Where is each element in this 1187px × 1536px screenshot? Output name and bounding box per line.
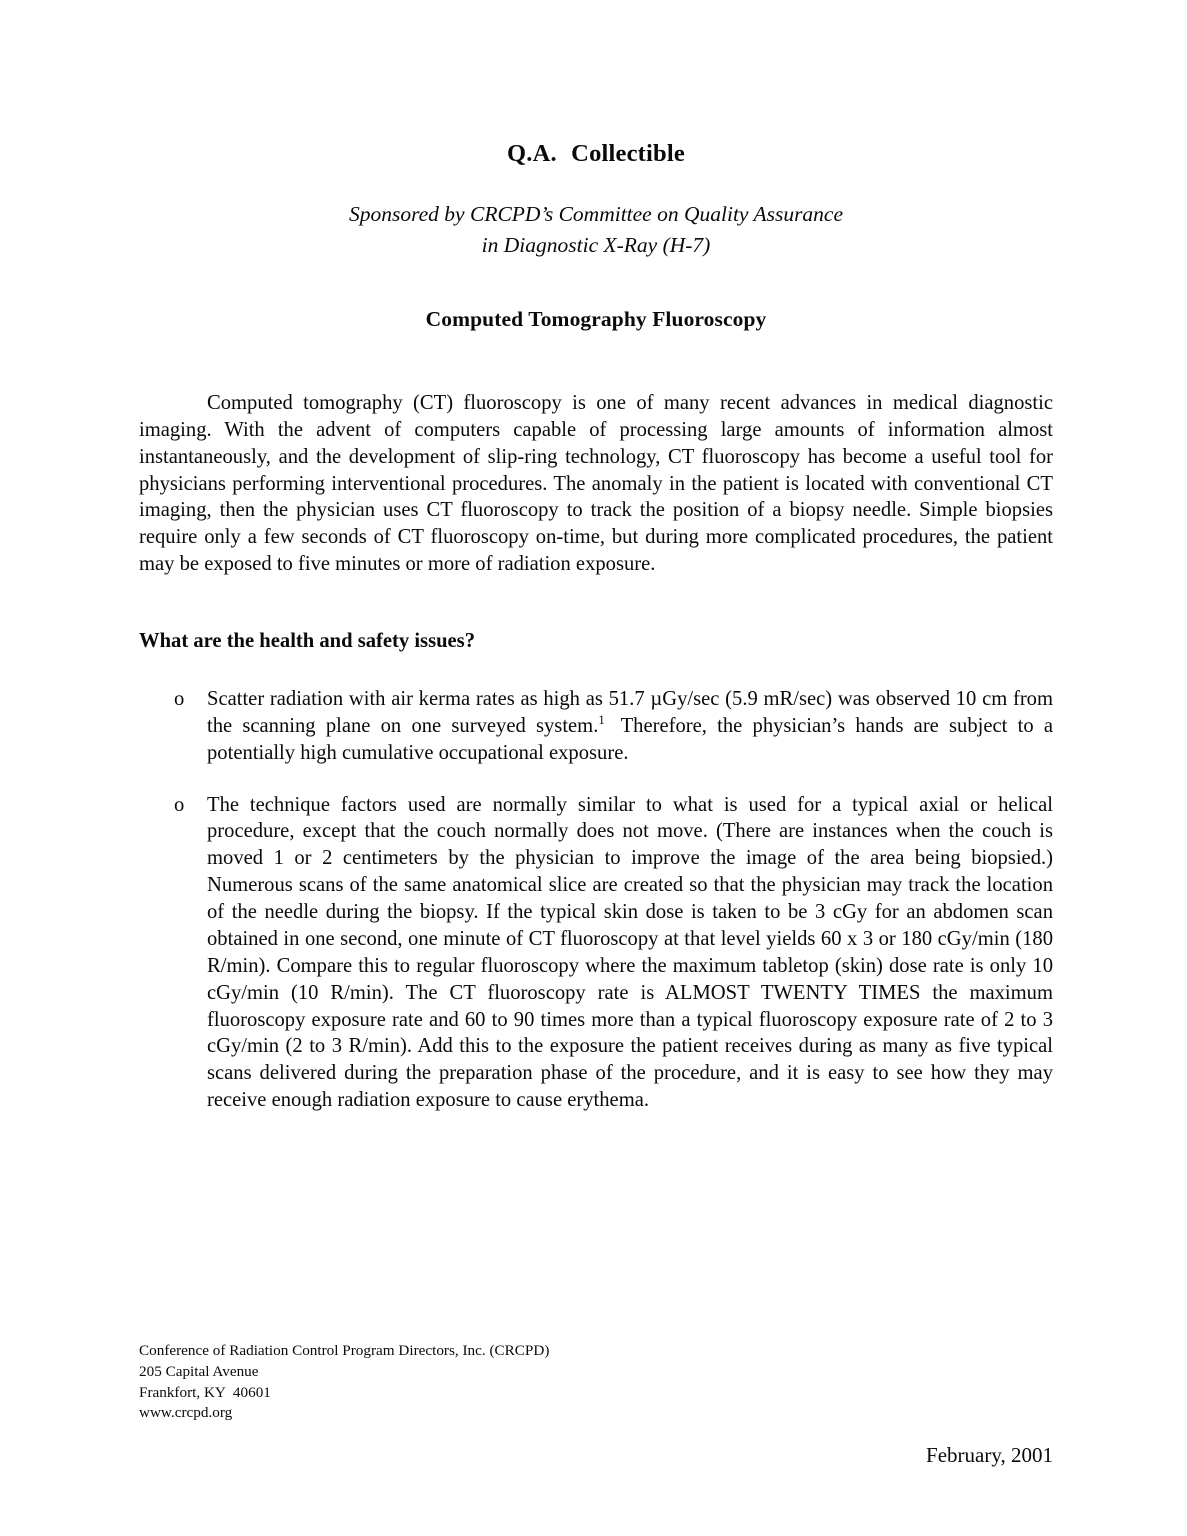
intro-paragraph: Computed tomography (CT) fluoroscopy is one of many recent advances in medical diagnostic imaging. With the advent of computers capable of processing large amounts of information almost instantaneously, and the development of slip-ring technology, CT fluoroscopy has become a useful tool for physicians performing interventional procedures. The anomaly in the patient is located with conventional CT imaging, then the physician uses CT fluoroscopy to track the position of a biopsy needle. Simple biopsies require only a few seconds of CT fluoroscopy on-time, but during more complicated procedures, the patient may be exposed to five minutes or more of radiation exposure.	[139, 392, 1053, 576]
bullet-2-text: The technique factors used are normally similar to what is used for a typical axial or helical procedure, except that the couch normally does not move. (There are instances when the couch is moved 1 or 2 centimeters by the physician to improve the image of the area being biopsied.) Numerous scans of the same anatomical slice are created so that the physician may track the location of the needle during the biopsy. If the typical skin dose is taken to be 3 cGy for an abdomen scan obtained in one second, one minute of CT fluoroscopy at that level yields 60 x 3 or 180 cGy/min (180 R/min). Compare this to regular fluoroscopy where the maximum tabletop (skin) dose rate is only 10 cGy/min (10 R/min). The CT fluoroscopy rate is ALMOST TWENTY TIMES the maximum fluoroscopy exposure rate and 60 to 90 times more than a typical fluoroscopy exposure rate of 2 to 3 cGy/min (2 to 3 R/min). Add this to the exposure the patient receives during as many as five typical scans delivered during the preparation phase of the procedure, and it is easy to see how they may receive enough radiation exposure to cause erythema.	[207, 793, 1053, 1112]
bullet-circle-icon: o	[174, 793, 185, 816]
section-title: Computed Tomography Fluoroscopy	[425, 307, 767, 332]
footer-address: 205 Capital Avenue	[139, 1362, 259, 1380]
footer-organization: Conference of Radiation Control Program Directors, Inc. (CRCPD)	[139, 1342, 550, 1359]
document-subtitle	[139, 168, 1053, 260]
page-content	[139, 0, 1053, 1536]
list-item	[139, 792, 1053, 1114]
footer-address-block	[139, 1341, 549, 1424]
page-title	[139, 0, 1053, 168]
bullet-circle-icon: o	[174, 688, 185, 711]
subtitle-line-2: in Diagnostic X-Ray (H-7)	[481, 232, 711, 257]
question-heading: What are the health and safety issues?	[139, 630, 475, 653]
footer-website: www.crcpd.org	[139, 1404, 233, 1422]
footnote-reference: 1	[598, 713, 605, 728]
bullet-1-text-before-footnote: Scatter radiation with air kerma rates as high as 51.7 µGy/sec (5.9 mR/sec) was observed 10 cm from the scanning plane on one surveyed system.	[207, 688, 1053, 737]
health-safety-bullet-list	[139, 686, 1053, 1114]
subtitle-line-1: Sponsored by CRCPD’s Committee on Quality Assurance	[348, 202, 844, 226]
document-date: February, 2001	[926, 1443, 1053, 1467]
list-item	[139, 686, 1053, 767]
page-title-part-1: Q.A.	[507, 140, 557, 167]
footer-city-state-zip: Frankfort, KY 40601	[139, 1383, 271, 1401]
page-title-part-2: Collectible	[571, 140, 685, 167]
bullet-1-text-after-footnote: Therefore, the physician’s hands are subject to a potentially high cumulative occupational exposure.	[207, 714, 1053, 764]
